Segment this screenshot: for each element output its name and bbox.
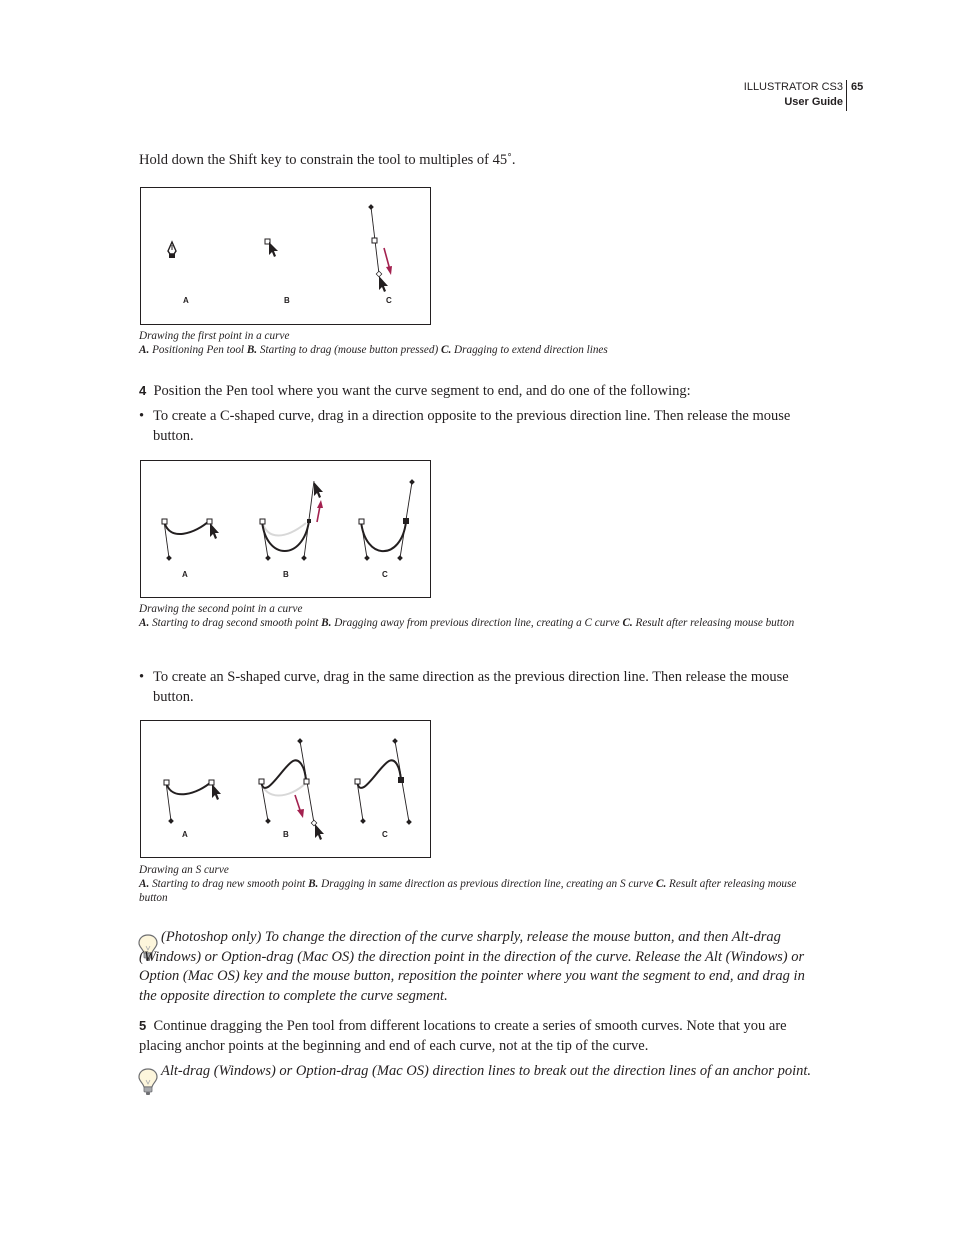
figure-label-c: C xyxy=(382,570,388,579)
direction-point xyxy=(265,555,271,561)
step-text: Position the Pen tool where you want the curve segment to end, and do one of the following: xyxy=(153,383,691,399)
direction-point xyxy=(360,818,366,824)
anchor-point xyxy=(304,779,309,784)
bullet-marker: • xyxy=(139,669,145,685)
figure-label-b: B xyxy=(284,296,290,305)
direction-point xyxy=(368,204,374,210)
anchor-point xyxy=(260,519,265,524)
caption-text: Dragging away from previous direction line, creating a C curve xyxy=(331,617,623,629)
caption-text: Starting to drag second smooth point xyxy=(149,617,322,629)
header-divider xyxy=(846,80,847,111)
caption-text: Positioning Pen tool xyxy=(149,344,247,356)
arrow-cursor-icon xyxy=(269,242,278,257)
bullet-c-curve: To create a C-shaped curve, drag in a direction opposite to the previous direction line. Then release the mouse button. xyxy=(153,408,791,444)
figure-label-a: A xyxy=(182,570,188,579)
figure-caption xyxy=(139,602,819,630)
caption-title: Drawing the first point in a curve xyxy=(139,330,290,342)
anchor-point xyxy=(372,238,377,243)
bullet-marker: • xyxy=(139,408,145,424)
running-header xyxy=(744,80,843,110)
caption-letter: B. xyxy=(321,617,332,629)
direction-point xyxy=(409,479,415,485)
figure-first-point xyxy=(140,187,431,325)
tip-break-direction-lines: Alt-drag (Windows) or Option-drag (Mac OS) direction lines to break out the direction lines of an anchor point. xyxy=(161,1063,812,1079)
caption-letter: A. xyxy=(139,878,150,890)
direction-point xyxy=(364,555,370,561)
anchor-point xyxy=(209,780,214,785)
caption-letter: B. xyxy=(308,878,319,890)
direction-point xyxy=(397,555,403,561)
direction-point xyxy=(311,820,317,826)
anchor-point xyxy=(359,519,364,524)
step-text: Continue dragging the Pen tool from different locations to create a series of smooth curves. Note that you are placing anchor points at the beginning and end of each curve, not at the tip of the curve. xyxy=(139,1018,787,1054)
product-name: ILLUSTRATOR CS3 xyxy=(743,81,843,93)
anchor-point xyxy=(398,777,404,783)
caption-text: Dragging in same direction as previous direction line, creating an S curve xyxy=(318,878,656,890)
anchor-point xyxy=(207,519,212,524)
anchor-point xyxy=(307,519,311,523)
direction-point xyxy=(406,819,412,825)
tip-photoshop-direction: (Photoshop only) To change the direction of the curve sharply, release the mouse button, and then Alt-drag (Windows) or Option-drag (Mac OS) the direction point in the direction of the curve. Release the Alt (Windows) or Option (Mac OS) key and the mouse button, reposition the pointer where you want the segment to end, and drag in the opposite direction to complete the curve segment. xyxy=(139,929,805,1004)
figure-s-curve xyxy=(140,720,431,858)
arrow-cursor-icon xyxy=(314,482,323,498)
caption-title: Drawing the second point in a curve xyxy=(139,603,303,615)
arrow-cursor-icon xyxy=(212,784,221,800)
direction-point xyxy=(301,555,307,561)
anchor-point xyxy=(355,779,360,784)
anchor-point xyxy=(164,780,169,785)
caption-text: Result after releasing mouse button xyxy=(632,617,795,629)
step-number: 4 xyxy=(139,383,147,398)
anchor-point xyxy=(259,779,264,784)
guide-name: User Guide xyxy=(784,96,843,108)
caption-letter: C. xyxy=(622,617,633,629)
bullet-s-curve: To create an S-shaped curve, drag in the same direction as the previous direction line. Then release the mouse button. xyxy=(153,669,789,705)
drag-arrow-icon xyxy=(384,248,392,275)
figure-label-a: A xyxy=(182,830,188,839)
figure-second-point-illustration xyxy=(141,461,430,597)
caption-text: Result after releasing mouse button xyxy=(139,878,797,904)
figure-caption xyxy=(139,329,819,357)
caption-text: Starting to drag (mouse button pressed) xyxy=(257,344,441,356)
figure-s-curve-illustration xyxy=(141,721,430,857)
caption-title: Drawing an S curve xyxy=(139,864,229,876)
caption-letter: A. xyxy=(139,617,150,629)
intro-paragraph: Hold down the Shift key to constrain the tool to multiples of 45˚. xyxy=(139,152,516,168)
caption-letter: C. xyxy=(655,878,667,890)
arrow-cursor-icon xyxy=(315,824,324,840)
anchor-point xyxy=(403,518,409,524)
direction-point xyxy=(392,738,398,744)
caption-items xyxy=(139,616,819,630)
caption-letter: A. xyxy=(139,344,150,356)
arrow-cursor-icon xyxy=(379,276,388,292)
figure-label-a: A xyxy=(183,296,189,305)
caption-letter: C. xyxy=(440,344,452,356)
caption-items xyxy=(139,343,819,357)
figure-label-c: C xyxy=(386,296,392,305)
direction-point xyxy=(166,555,172,561)
figure-label-b: B xyxy=(283,830,289,839)
caption-items xyxy=(139,877,819,905)
caption-letter: B. xyxy=(246,344,258,356)
direction-point xyxy=(297,738,303,744)
direction-point xyxy=(265,818,271,824)
direction-point xyxy=(376,271,382,277)
arrow-cursor-icon xyxy=(210,523,219,539)
figure-second-point xyxy=(140,460,431,598)
caption-text: Starting to drag new smooth point xyxy=(149,878,309,890)
figure-caption xyxy=(139,863,819,905)
step-number: 5 xyxy=(139,1018,147,1033)
pen-tool-icon xyxy=(168,242,176,258)
anchor-point xyxy=(162,519,167,524)
direction-point xyxy=(168,818,174,824)
figure-first-point-illustration xyxy=(141,188,430,324)
step-5 xyxy=(139,1016,819,1056)
caption-text: Dragging to extend direction lines xyxy=(451,344,608,356)
drag-arrow-icon xyxy=(295,795,304,818)
drag-arrow-icon xyxy=(317,500,323,522)
figure-label-c: C xyxy=(382,830,388,839)
figure-label-b: B xyxy=(283,570,289,579)
page-number: 65 xyxy=(851,81,864,93)
step-4 xyxy=(139,381,819,402)
